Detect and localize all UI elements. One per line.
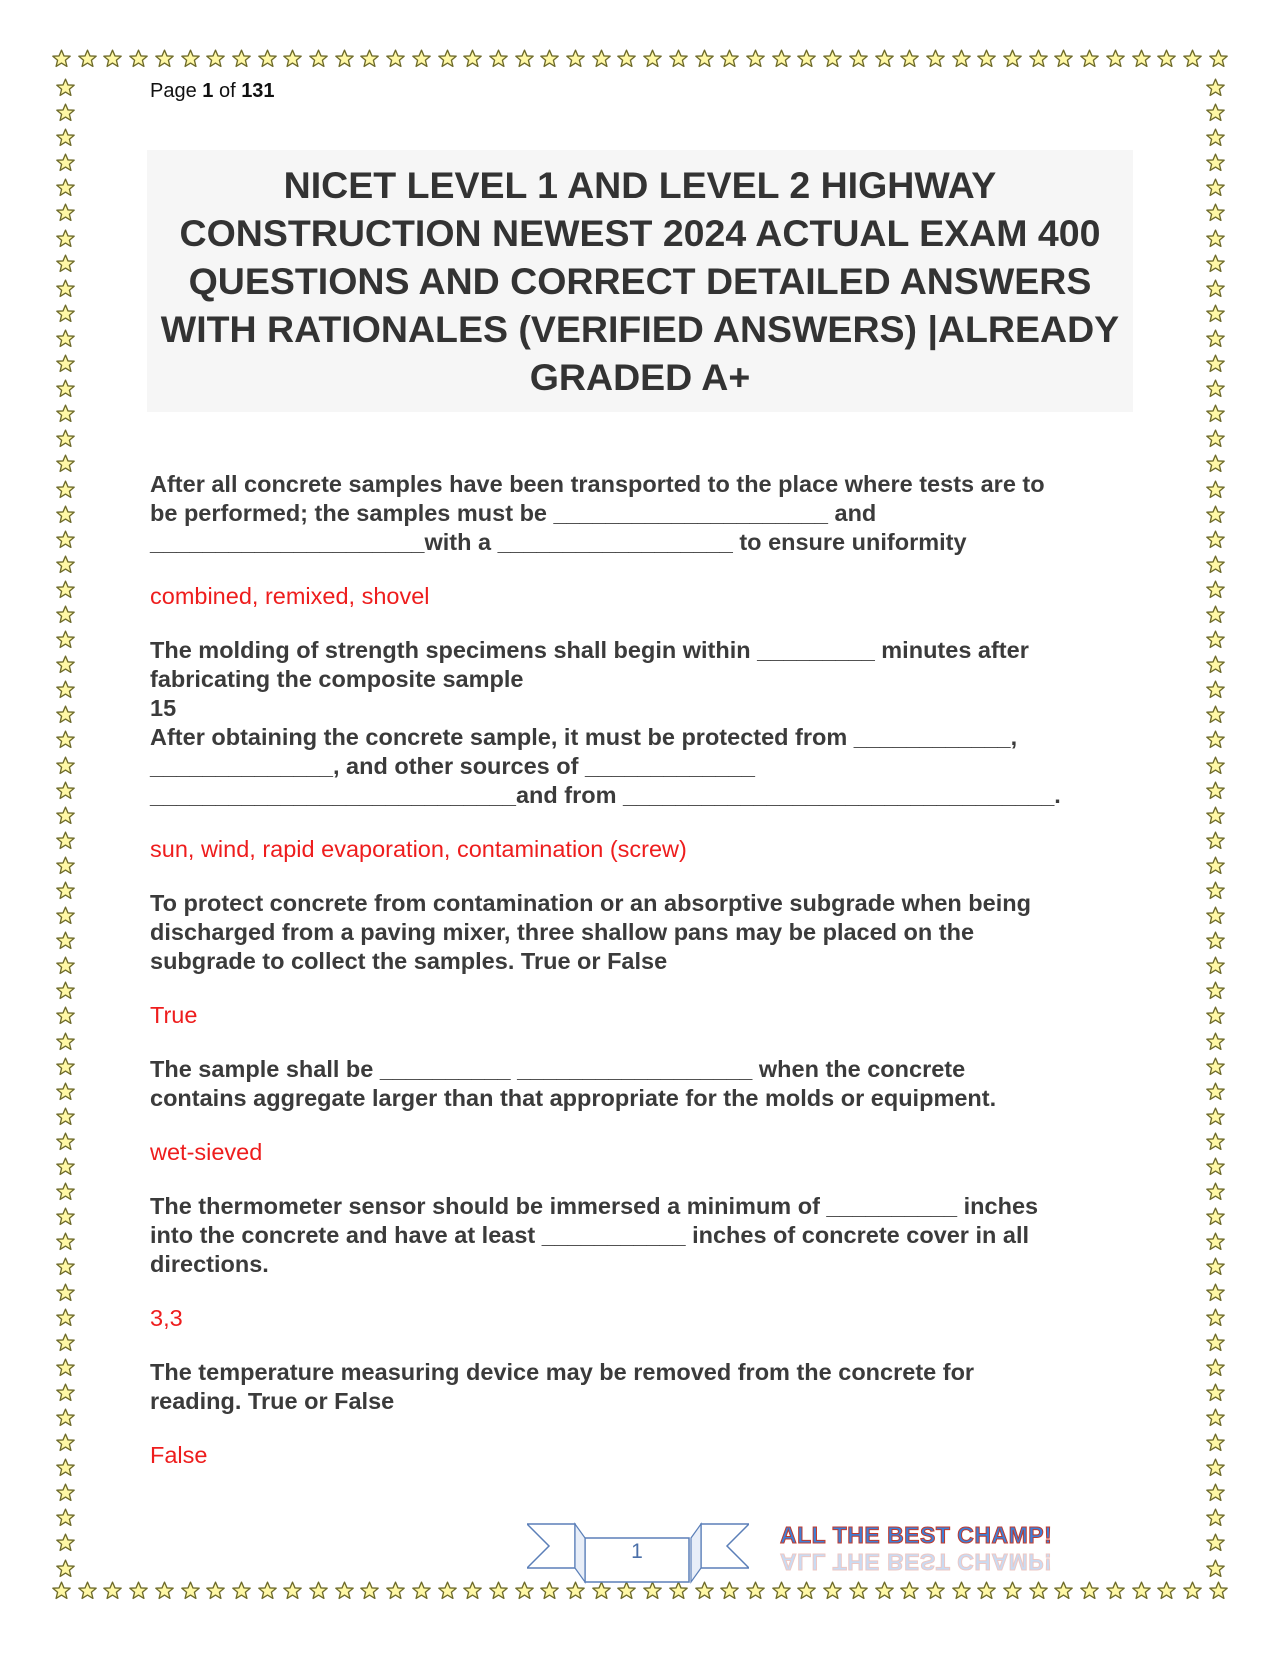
star-icon xyxy=(1206,605,1225,624)
answer-5: 3,3 xyxy=(150,1305,183,1331)
star-icon xyxy=(1206,555,1225,574)
star-icon xyxy=(463,1581,482,1600)
star-icon xyxy=(56,655,75,674)
star-icon xyxy=(56,480,75,499)
star-icon xyxy=(1206,1383,1225,1402)
star-icon xyxy=(1206,354,1225,373)
question-5: The thermometer sensor should be immersed a minimum of __________ inches into the concrete and have at least ___________ inches of concrete cover in all directions. xyxy=(150,1193,1039,1277)
question-1: After all concrete samples have been transported to the place where tests are to be performed; the samples must be _____________________ and _____________________with a __________________ to ensure uniformity xyxy=(150,471,1045,555)
star-icon xyxy=(56,505,75,524)
star-icon xyxy=(56,279,75,298)
star-icon xyxy=(1206,781,1225,800)
star-icon xyxy=(1206,1032,1225,1051)
star-icon xyxy=(56,1257,75,1276)
star-icon xyxy=(56,1333,75,1352)
title-box xyxy=(147,150,1133,412)
star-icon xyxy=(56,1157,75,1176)
star-icon xyxy=(977,49,996,68)
star-icon xyxy=(56,1132,75,1151)
star-icon xyxy=(797,1581,816,1600)
star-icon xyxy=(489,1581,508,1600)
star-icon xyxy=(360,49,379,68)
star-icon xyxy=(56,1358,75,1377)
star-icon xyxy=(1206,655,1225,674)
question-4: The sample shall be __________ __________________ when the concrete contains aggregate larger than that appropriate for the molds or equipment. xyxy=(150,1056,997,1111)
star-icon xyxy=(1206,1483,1225,1502)
star-icon xyxy=(258,1581,277,1600)
star-icon xyxy=(1132,1581,1151,1600)
star-icon xyxy=(78,49,97,68)
star-icon xyxy=(1206,1157,1225,1176)
star-icon xyxy=(56,1107,75,1126)
star-icon xyxy=(1206,304,1225,323)
question-2: The molding of strength specimens shall begin within _________ minutes after fabricating the composite sample 15 After obtaining the concrete sample, it must be protected from ____________, ______________, and other sources of _____________ ____________________________and from _________________________________. xyxy=(150,637,1061,808)
star-icon xyxy=(1157,1581,1176,1600)
star-icon xyxy=(1206,505,1225,524)
star-icon xyxy=(1206,881,1225,900)
star-icon xyxy=(78,1581,97,1600)
star-icon xyxy=(103,1581,122,1600)
star-icon xyxy=(56,680,75,699)
star-icon xyxy=(772,49,791,68)
star-icon xyxy=(1206,429,1225,448)
star-icon xyxy=(56,756,75,775)
star-icon xyxy=(1206,1057,1225,1076)
star-icon xyxy=(129,1581,148,1600)
star-icon xyxy=(1206,931,1225,950)
star-icon xyxy=(1206,1533,1225,1552)
document-title: NICET LEVEL 1 AND LEVEL 2 HIGHWAY CONSTRUCTION NEWEST 2024 ACTUAL EXAM 400 QUESTIONS AND CORRECT DETAILED ANSWERS WITH RATIONALES (VERIFIED ANSWERS) |ALREADY GRADED A+ xyxy=(160,164,1120,398)
star-icon xyxy=(1206,178,1225,197)
star-icon xyxy=(56,705,75,724)
star-icon xyxy=(1206,329,1225,348)
star-icon xyxy=(56,806,75,825)
star-icon xyxy=(900,1581,919,1600)
star-icon xyxy=(56,1483,75,1502)
answer-4: wet-sieved xyxy=(150,1139,263,1165)
star-icon xyxy=(746,49,765,68)
star-icon xyxy=(1206,956,1225,975)
star-icon xyxy=(56,881,75,900)
star-icon xyxy=(1206,480,1225,499)
star-icon xyxy=(206,1581,225,1600)
star-icon xyxy=(1054,49,1073,68)
star-icon xyxy=(1206,1132,1225,1151)
star-icon xyxy=(926,49,945,68)
star-icon xyxy=(56,1207,75,1226)
star-icon xyxy=(1132,49,1151,68)
star-icon xyxy=(56,1032,75,1051)
star-icon xyxy=(1206,254,1225,273)
star-icon xyxy=(1206,1283,1225,1302)
answer-1: combined, remixed, shovel xyxy=(150,583,430,609)
star-icon xyxy=(849,49,868,68)
star-icon xyxy=(56,856,75,875)
star-icon xyxy=(1206,530,1225,549)
star-icon xyxy=(1206,1257,1225,1276)
page-prefix: Page xyxy=(150,80,203,102)
star-icon xyxy=(1206,806,1225,825)
star-icon xyxy=(823,49,842,68)
star-icon xyxy=(1183,1581,1202,1600)
star-icon xyxy=(1209,49,1228,68)
star-icon xyxy=(56,781,75,800)
star-icon xyxy=(52,49,71,68)
star-icon xyxy=(56,329,75,348)
page-middle: of xyxy=(213,80,242,102)
star-icon xyxy=(1206,128,1225,147)
answer-6: False xyxy=(150,1442,208,1468)
star-icon xyxy=(258,49,277,68)
star-icon xyxy=(56,630,75,649)
star-icon xyxy=(56,379,75,398)
star-icon xyxy=(56,1232,75,1251)
star-icon xyxy=(900,49,919,68)
star-icon xyxy=(1106,49,1125,68)
qa-list xyxy=(150,470,1140,1470)
star-icon xyxy=(56,580,75,599)
star-icon xyxy=(1206,756,1225,775)
star-icon xyxy=(56,981,75,1000)
star-icon xyxy=(56,1433,75,1452)
star-icon xyxy=(56,1408,75,1427)
star-icon xyxy=(720,49,739,68)
star-icon xyxy=(797,49,816,68)
star-icon xyxy=(1157,49,1176,68)
star-icon xyxy=(56,1082,75,1101)
star-icon xyxy=(283,49,302,68)
page-current: 1 xyxy=(202,80,214,102)
star-icon xyxy=(1206,454,1225,473)
star-icon xyxy=(56,1533,75,1552)
star-icon xyxy=(1029,1581,1048,1600)
star-icon xyxy=(823,1581,842,1600)
star-icon xyxy=(540,49,559,68)
star-icon xyxy=(1206,203,1225,222)
star-icon xyxy=(56,931,75,950)
star-icon xyxy=(1206,1182,1225,1201)
star-icon xyxy=(56,906,75,925)
star-icon xyxy=(56,1308,75,1327)
star-icon xyxy=(56,304,75,323)
star-border-left xyxy=(52,78,78,1578)
star-icon xyxy=(1206,1232,1225,1251)
question-3: To protect concrete from contamination or an absorptive subgrade when being discharged from a paving mixer, three shallow pans may be placed on the subgrade to collect the samples. True or False xyxy=(150,890,1031,974)
star-icon xyxy=(56,128,75,147)
star-icon xyxy=(56,1283,75,1302)
star-icon xyxy=(849,1581,868,1600)
star-icon xyxy=(1206,1559,1225,1578)
star-icon xyxy=(1003,49,1022,68)
star-icon xyxy=(56,1006,75,1025)
star-icon xyxy=(1206,1358,1225,1377)
star-icon xyxy=(643,49,662,68)
star-icon xyxy=(875,49,894,68)
star-icon xyxy=(56,454,75,473)
star-icon xyxy=(875,1581,894,1600)
star-icon xyxy=(1206,630,1225,649)
star-icon xyxy=(56,1508,75,1527)
star-icon xyxy=(309,49,328,68)
footer-page-number: 1 xyxy=(631,1540,643,1563)
star-icon xyxy=(56,153,75,172)
star-icon xyxy=(1206,1508,1225,1527)
star-icon xyxy=(56,103,75,122)
star-icon xyxy=(335,49,354,68)
star-icon xyxy=(56,555,75,574)
star-icon xyxy=(412,1581,431,1600)
star-icon xyxy=(206,49,225,68)
star-icon xyxy=(1206,730,1225,749)
star-icon xyxy=(1206,906,1225,925)
star-icon xyxy=(1206,153,1225,172)
slogan-reflection: ALL THE BEST CHAMP! xyxy=(780,1549,1053,1575)
star-icon xyxy=(1206,1207,1225,1226)
star-icon xyxy=(1080,1581,1099,1600)
star-icon xyxy=(1206,1433,1225,1452)
star-icon xyxy=(1206,1107,1225,1126)
star-icon xyxy=(1206,705,1225,724)
star-icon xyxy=(1206,680,1225,699)
star-icon xyxy=(1003,1581,1022,1600)
slogan: ALL THE BEST CHAMP! xyxy=(780,1522,1053,1548)
star-icon xyxy=(926,1581,945,1600)
star-icon xyxy=(155,1581,174,1600)
star-icon xyxy=(952,1581,971,1600)
star-icon xyxy=(386,1581,405,1600)
star-icon xyxy=(412,49,431,68)
star-icon xyxy=(56,404,75,423)
star-icon xyxy=(52,1581,71,1600)
star-icon xyxy=(952,49,971,68)
star-icon xyxy=(1206,1308,1225,1327)
star-icon xyxy=(155,49,174,68)
star-icon xyxy=(103,49,122,68)
star-icon xyxy=(1206,1458,1225,1477)
star-icon xyxy=(1206,379,1225,398)
star-icon xyxy=(1106,1581,1125,1600)
star-icon xyxy=(232,49,251,68)
star-icon xyxy=(56,229,75,248)
star-icon xyxy=(438,49,457,68)
star-icon xyxy=(1206,1082,1225,1101)
star-icon xyxy=(1206,229,1225,248)
star-icon xyxy=(1183,49,1202,68)
star-icon xyxy=(1206,580,1225,599)
star-icon xyxy=(386,49,405,68)
answer-3: True xyxy=(150,1002,198,1028)
star-icon xyxy=(1206,103,1225,122)
star-icon xyxy=(695,49,714,68)
star-icon xyxy=(56,956,75,975)
page-total: 131 xyxy=(241,80,275,102)
star-icon xyxy=(56,178,75,197)
star-icon xyxy=(977,1581,996,1600)
star-icon xyxy=(463,49,482,68)
star-icon xyxy=(56,1559,75,1578)
star-icon xyxy=(56,1458,75,1477)
star-icon xyxy=(360,1581,379,1600)
star-icon xyxy=(1206,404,1225,423)
star-icon xyxy=(56,254,75,273)
star-icon xyxy=(1206,78,1225,97)
page-counter xyxy=(150,80,275,103)
star-icon xyxy=(669,49,688,68)
star-icon xyxy=(1054,1581,1073,1600)
star-icon xyxy=(1029,49,1048,68)
star-icon xyxy=(56,354,75,373)
star-icon xyxy=(1209,1581,1228,1600)
star-icon xyxy=(129,49,148,68)
star-icon xyxy=(56,78,75,97)
star-icon xyxy=(56,530,75,549)
star-icon xyxy=(772,1581,791,1600)
star-icon xyxy=(617,49,636,68)
star-icon xyxy=(283,1581,302,1600)
star-border-top xyxy=(52,45,1228,71)
star-icon xyxy=(56,605,75,624)
star-icon xyxy=(56,203,75,222)
star-icon xyxy=(1206,981,1225,1000)
star-icon xyxy=(56,429,75,448)
star-icon xyxy=(232,1581,251,1600)
star-icon xyxy=(1206,856,1225,875)
star-icon xyxy=(309,1581,328,1600)
star-border-right xyxy=(1202,78,1228,1578)
star-icon xyxy=(566,49,585,68)
question-6: The temperature measuring device may be removed from the concrete for reading. True or False xyxy=(150,1359,975,1414)
star-icon xyxy=(1206,1408,1225,1427)
star-icon xyxy=(1206,279,1225,298)
star-icon xyxy=(56,1182,75,1201)
star-icon xyxy=(56,831,75,850)
star-icon xyxy=(181,1581,200,1600)
star-icon xyxy=(489,49,508,68)
star-icon xyxy=(1206,1333,1225,1352)
star-icon xyxy=(438,1581,457,1600)
star-icon xyxy=(515,49,534,68)
star-icon xyxy=(335,1581,354,1600)
star-icon xyxy=(1206,831,1225,850)
answer-2: sun, wind, rapid evaporation, contamination (screw) xyxy=(150,836,687,862)
star-icon xyxy=(1080,49,1099,68)
star-icon xyxy=(1206,1006,1225,1025)
star-icon xyxy=(56,1057,75,1076)
star-icon xyxy=(181,49,200,68)
star-icon xyxy=(592,49,611,68)
star-icon xyxy=(56,730,75,749)
star-icon xyxy=(56,1383,75,1402)
